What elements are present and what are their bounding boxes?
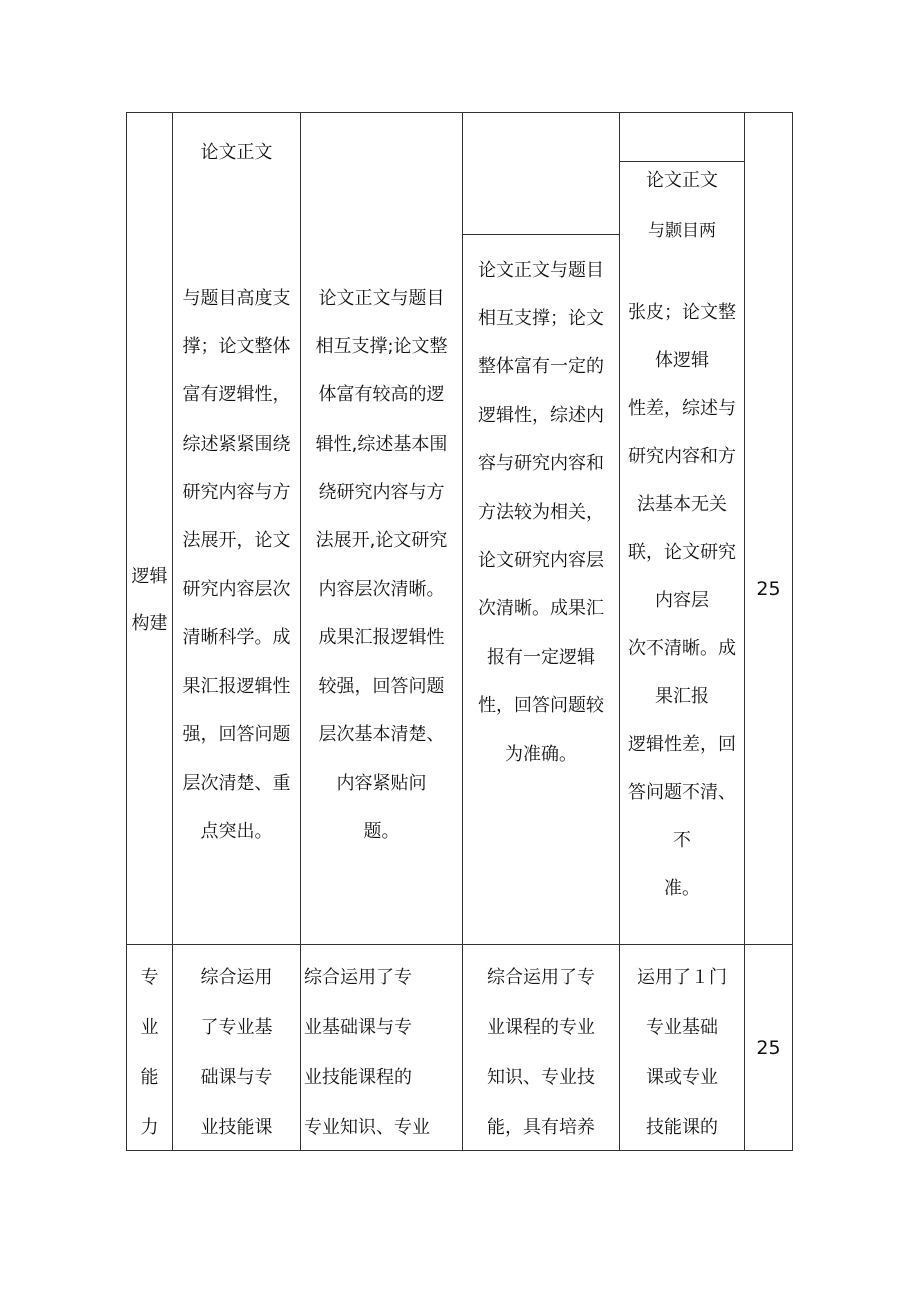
score-cell [745, 945, 792, 1150]
excellent-cell [173, 945, 300, 1150]
description-line: 业基础课与专 [304, 1017, 412, 1038]
description-line: 富有逻辑性， [182, 384, 291, 405]
description-line: 容与研究内容和 [478, 453, 604, 474]
description-line: 答问题不清、 [628, 782, 736, 803]
criterion-label: 逻辑 [131, 566, 168, 587]
description-line: 成果汇报逻辑性 [318, 627, 445, 648]
score-value: 25 [756, 1037, 781, 1059]
description-line: 方法较为相关， [478, 502, 604, 523]
description-line: 清晰科学。成 [182, 627, 291, 648]
description-line: 能，具有培养 [487, 1117, 595, 1138]
description-line: 逻辑性差，回 [628, 734, 736, 755]
criterion-label: 能 [140, 1067, 159, 1088]
medium-cell [463, 945, 619, 1150]
table-border-right [792, 112, 793, 1151]
description-line: 论文正文与题目 [478, 260, 604, 281]
description-line: 相互支撑;论文整 [315, 336, 448, 357]
description-line: 报有一定逻辑 [487, 647, 595, 668]
criterion-label: 力 [140, 1117, 159, 1138]
cell-heading: 与颢目两 [648, 221, 716, 241]
description-line: 逻辑性，综述内 [478, 405, 604, 426]
description-line: 果汇报 [655, 686, 709, 707]
description-line: 内容紧贴问 [336, 773, 427, 794]
score-value: 25 [756, 578, 781, 600]
description-line: 运用了１门 [637, 967, 727, 988]
description-line: 为准确。 [505, 744, 577, 765]
description-line: 点突出。 [200, 821, 273, 842]
description-line: 综合运用 [200, 967, 273, 988]
description-line: 内容层 [655, 590, 709, 611]
description-line: 准。 [664, 878, 700, 899]
description-line: 业课程的专业 [487, 1017, 595, 1038]
description-line: 了专业基 [200, 1017, 273, 1038]
description-line: 次不清晰。成 [628, 638, 736, 659]
description-line: 绕研究内容与方 [318, 482, 445, 503]
description-line: 专业基础 [646, 1017, 718, 1038]
description-line: 础课与专 [200, 1067, 273, 1088]
description-line: 法基本无关 [637, 494, 727, 515]
cell-heading: 论文正文 [646, 170, 718, 191]
criterion-label: 专 [140, 967, 159, 988]
good-cell [301, 112, 462, 944]
poor-cell [620, 945, 744, 1150]
description-line: 整体富有一定的 [478, 356, 604, 377]
description-line: 层次基本清楚、 [318, 724, 445, 745]
description-line: 内容层次清晰。 [318, 579, 445, 600]
description-line: 性，回答问题较 [478, 695, 604, 716]
description-line: 知识、专业技 [487, 1067, 595, 1088]
score-cell [745, 112, 792, 944]
description-line: 研究内容层次 [182, 579, 291, 600]
cell-heading: 论文正文 [200, 142, 273, 163]
description-line: 较强，回答问题 [318, 676, 445, 697]
description-line: 综述紧紧围绕 [182, 434, 291, 455]
criterion-label: 构建 [131, 613, 168, 634]
description-line: 综合运用了专 [304, 967, 412, 988]
medium-cell [463, 112, 619, 944]
description-line: 课或专业 [646, 1067, 718, 1088]
description-line: 法展开,论文研究 [315, 530, 448, 551]
description-line: 研究内容和方 [628, 446, 736, 467]
criterion-cell-logic [127, 112, 172, 944]
description-line: 次清晰。成果汇 [478, 598, 604, 619]
description-line: 论文正文与题目 [318, 288, 445, 309]
description-line: 业技能课 [200, 1117, 273, 1138]
description-line: 不 [673, 830, 691, 851]
table-border-bottom [126, 1150, 793, 1151]
description-line: 强，回答问题 [182, 724, 291, 745]
description-line: 辑性,综述基本围 [315, 434, 448, 455]
description-line: 果汇报逻辑性 [182, 676, 291, 697]
description-line: 与题目高度支 [182, 288, 291, 309]
description-line: 业技能课程的 [304, 1067, 412, 1088]
description-line: 撑；论文整体 [182, 336, 291, 357]
description-line: 联，论文研究 [628, 542, 736, 563]
description-line: 层次清楚、重 [182, 773, 291, 794]
criterion-label: 业 [140, 1017, 159, 1038]
description-line: 性差，综述与 [628, 398, 736, 419]
description-line: 论文研究内容层 [478, 550, 604, 571]
description-line: 法展开，论文 [182, 530, 291, 551]
description-line: 相互支撑；论文 [478, 308, 604, 329]
description-line: 张皮；论文整 [628, 302, 736, 323]
description-line: 研究内容与方 [182, 482, 291, 503]
description-line: 体逻辑 [655, 350, 709, 371]
good-cell [301, 945, 462, 1150]
excellent-cell [173, 112, 300, 944]
description-line: 体富有较高的逻 [318, 384, 445, 405]
poor-cell [620, 112, 744, 944]
description-line: 题。 [363, 821, 400, 842]
description-line: 综合运用了专 [487, 967, 595, 988]
criterion-cell-professional [127, 945, 172, 1150]
description-line: 专业知识、专业 [304, 1117, 430, 1138]
description-line: 技能课的 [646, 1117, 718, 1138]
